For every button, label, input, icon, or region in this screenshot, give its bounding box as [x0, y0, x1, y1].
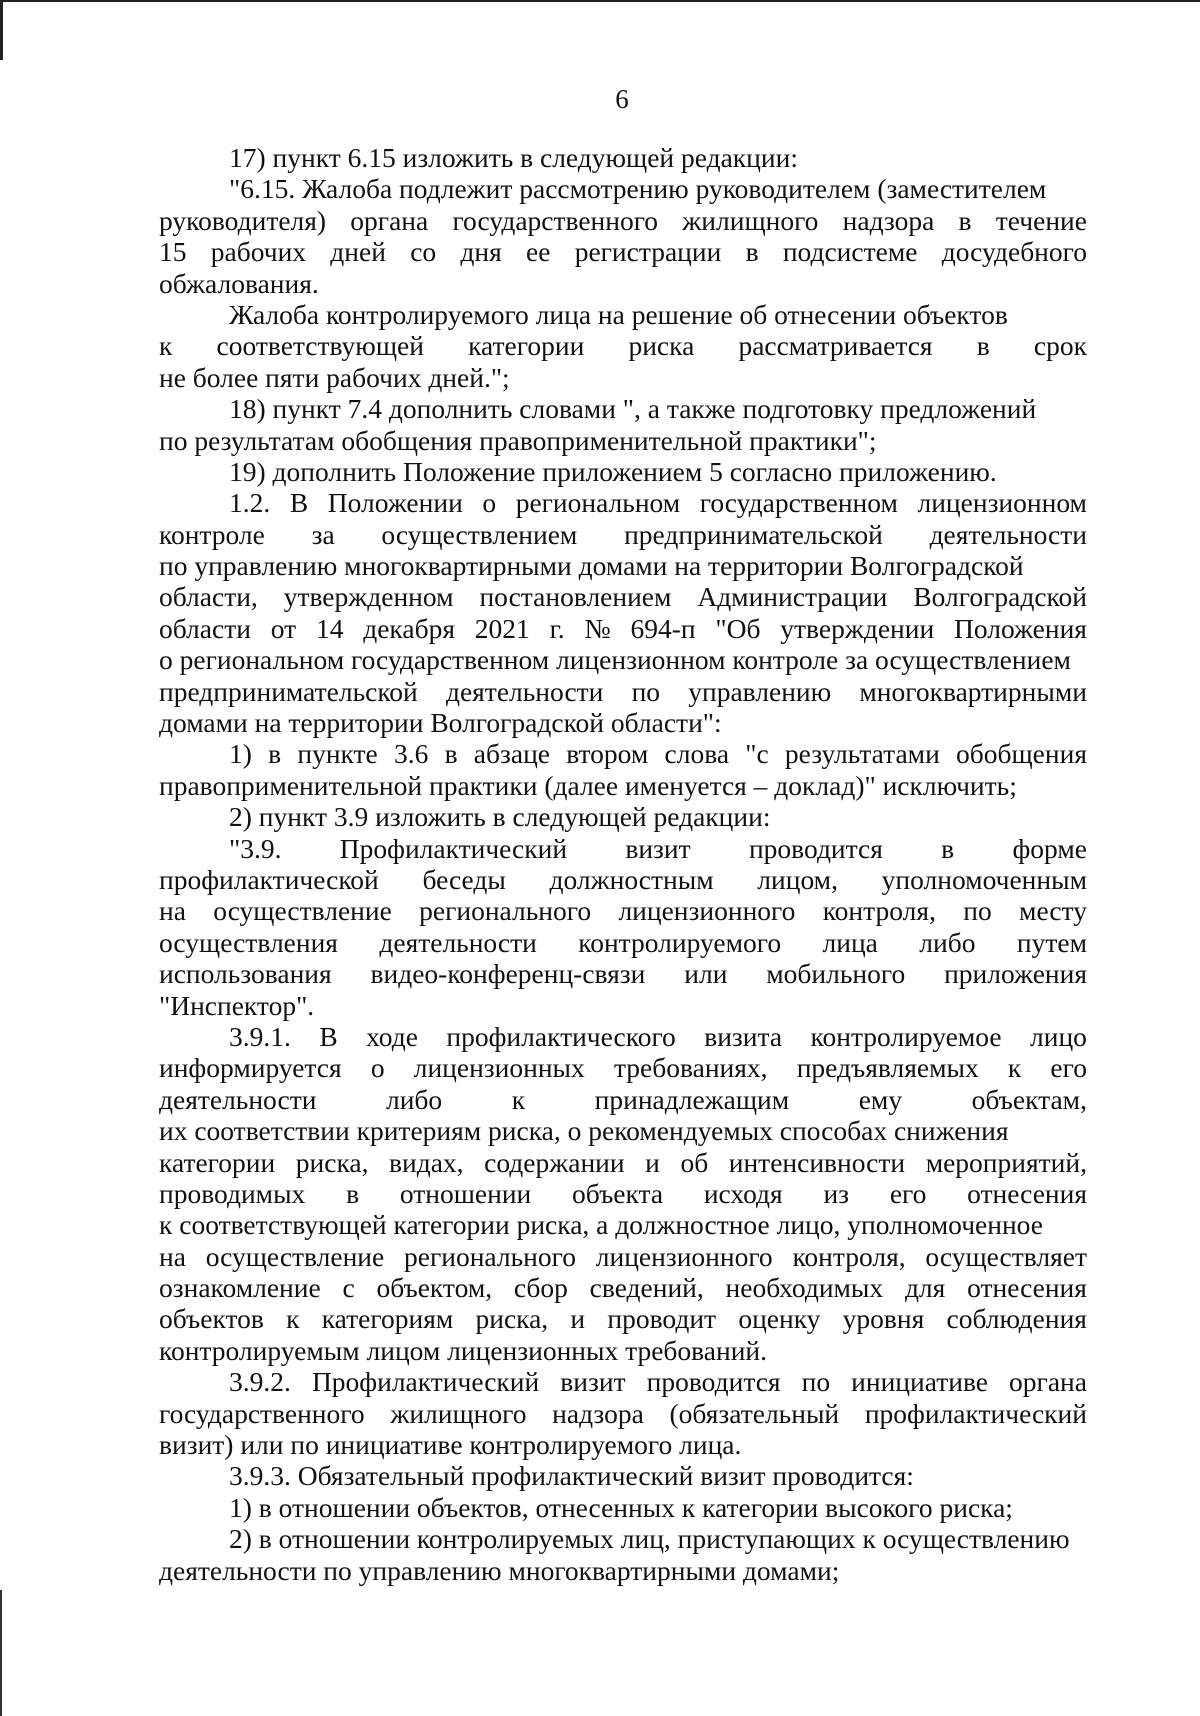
text-segment: об	[680, 1146, 709, 1178]
text-line	[159, 1209, 1087, 1240]
text-line	[159, 519, 1087, 550]
text-segment: информируется	[159, 1052, 342, 1084]
text-segment: В	[289, 487, 309, 519]
text-line	[159, 1335, 1087, 1366]
text-segment: 1)	[229, 738, 252, 770]
text-segment: надзора	[842, 204, 935, 236]
text-line	[159, 1555, 1087, 1586]
text-segment: или	[684, 958, 728, 990]
text-segment: осуществления	[159, 926, 338, 958]
text-line	[159, 707, 1087, 738]
text-segment: по	[801, 1366, 831, 1398]
text-segment: контролируемого	[578, 926, 782, 958]
text-line	[159, 644, 1087, 675]
text-segment: Положении	[327, 487, 463, 519]
text-segment: профилактической	[159, 863, 379, 895]
text-segment: от	[270, 612, 297, 644]
text-segment: Администрации	[697, 581, 888, 613]
text-segment: принадлежащим	[594, 1083, 790, 1115]
text-segment: соблюдения	[946, 1303, 1087, 1335]
text-segment: из	[823, 1177, 850, 1209]
text-segment: визита	[704, 1020, 783, 1052]
text-segment: постановлением	[479, 581, 672, 613]
text-line	[159, 1147, 1087, 1178]
text-segment: 17) пункт 6.15 изложить в следующей редакции:	[229, 142, 798, 173]
text-line	[159, 581, 1087, 612]
text-segment: отношении	[399, 1177, 532, 1209]
text-segment: деятельности по управлению многоквартирными домами;	[159, 1554, 840, 1586]
text-line	[159, 236, 1087, 267]
text-segment: региональном	[515, 487, 681, 519]
text-segment: регистрации	[574, 236, 722, 268]
text-line	[159, 1398, 1087, 1429]
text-segment: уровня	[842, 1303, 925, 1335]
text-line	[159, 1303, 1087, 1334]
text-line	[159, 958, 1087, 989]
scan-edge-left	[0, 0, 3, 60]
text-line	[159, 299, 1087, 330]
text-segment: "6.15. Жалоба подлежит рассмотрению руководителем (заместителем	[229, 173, 1047, 205]
text-line	[159, 456, 1087, 487]
text-segment: утверждении	[780, 612, 935, 644]
text-segment: слова	[664, 738, 730, 770]
text-segment: категориям	[321, 1303, 454, 1335]
text-segment: деятельности	[379, 926, 537, 958]
text-segment: форме	[1012, 832, 1087, 864]
text-segment: предпринимательской	[624, 518, 883, 550]
text-segment: интенсивности	[728, 1146, 906, 1178]
text-segment: 2021	[474, 612, 530, 644]
text-segment: отнесения	[967, 1272, 1087, 1304]
text-segment: проводится	[646, 1366, 781, 1398]
text-segment: В	[319, 1020, 338, 1052]
text-segment: жилищного	[390, 1397, 527, 1429]
text-segment: лица	[822, 926, 878, 958]
text-segment: №	[584, 612, 611, 644]
text-segment: 15	[159, 236, 187, 268]
text-segment: 14	[315, 612, 344, 644]
text-segment: лицензионном	[917, 487, 1087, 519]
text-segment: "3.9.	[229, 832, 282, 864]
text-segment: с	[342, 1272, 355, 1304]
text-segment: и	[645, 1146, 660, 1178]
text-segment: контролируемое	[810, 1020, 1002, 1052]
text-segment: пункте	[297, 738, 378, 770]
text-line	[159, 1115, 1087, 1146]
text-line	[159, 1021, 1087, 1052]
text-segment: дней	[330, 236, 386, 268]
text-segment: риска	[628, 330, 695, 362]
text-segment: его	[889, 1177, 927, 1209]
text-segment: путем	[1016, 926, 1087, 958]
text-segment: втором	[566, 738, 649, 770]
text-line	[159, 487, 1087, 518]
text-segment: Волгоградской	[913, 581, 1087, 613]
text-line	[159, 676, 1087, 707]
text-segment: Профилактический	[339, 832, 568, 864]
scan-edge-top	[0, 0, 1200, 2]
text-line	[159, 801, 1087, 832]
text-segment: лицензионного	[618, 895, 796, 927]
text-segment: приложения	[944, 958, 1087, 990]
text-segment: лицо	[1030, 1020, 1087, 1052]
text-segment: Положения	[953, 612, 1087, 644]
text-segment: досудебного	[941, 236, 1087, 268]
text-segment: к соответствующей категории риска, а должностное лицо, уполномоченное	[159, 1209, 1043, 1241]
text-segment: за	[311, 518, 335, 550]
text-line	[159, 1241, 1087, 1272]
text-segment: на	[159, 1240, 186, 1272]
text-segment: ходе	[366, 1020, 418, 1052]
text-line	[159, 833, 1087, 864]
text-segment: в	[444, 738, 458, 770]
text-line	[159, 330, 1087, 361]
text-segment: 19) дополнить Положение приложением 5 согласно приложению.	[229, 455, 997, 487]
text-segment: деятельности	[159, 1083, 317, 1115]
text-segment: осуществление	[205, 1240, 385, 1272]
text-segment: для	[904, 1272, 946, 1304]
text-line	[159, 1523, 1087, 1554]
text-segment: "с	[745, 738, 769, 770]
text-segment: по управлению многоквартирными домами на территории Волгоградской	[159, 550, 1024, 582]
text-line	[159, 205, 1087, 236]
text-segment: инициативе	[851, 1366, 988, 1398]
text-segment: соответствующей	[216, 330, 424, 362]
text-segment: по	[963, 895, 992, 927]
text-segment: Профилактический	[311, 1366, 540, 1398]
text-segment: на	[159, 895, 186, 927]
text-segment: о	[482, 487, 497, 519]
text-segment: осуществление	[213, 895, 392, 927]
text-line	[159, 1052, 1087, 1083]
text-segment: многоквартирными	[859, 675, 1087, 707]
text-segment: о региональном государственном лицензионном контроле за осуществлением	[159, 644, 1071, 676]
text-segment: регионального	[404, 1240, 576, 1272]
text-segment: в	[745, 236, 759, 268]
text-segment: либо	[919, 926, 976, 958]
text-segment: в	[346, 1177, 360, 1209]
text-segment: визит	[560, 1366, 626, 1398]
scan-edge-left-bottom	[0, 1590, 2, 1716]
text-segment: лицом,	[757, 863, 838, 895]
text-segment: утвержденном	[283, 581, 454, 613]
text-line	[159, 1272, 1087, 1303]
text-segment: контроле	[159, 518, 265, 550]
text-segment: содержании	[484, 1146, 625, 1178]
text-segment: осуществляет	[925, 1240, 1087, 1272]
text-segment: видах,	[389, 1146, 464, 1178]
text-segment: дня	[460, 236, 502, 268]
text-line	[159, 362, 1087, 393]
text-segment: деятельности	[929, 518, 1087, 550]
text-segment: регионального	[419, 895, 592, 927]
text-segment: 3.9.3. Обязательный профилактический визит проводится:	[229, 1460, 914, 1492]
text-segment: к	[1007, 1052, 1022, 1084]
text-segment: объектов	[159, 1303, 264, 1335]
text-segment: о	[370, 1052, 385, 1084]
text-line	[159, 927, 1087, 958]
text-segment: абзаце	[473, 738, 550, 770]
text-segment: срок	[1033, 330, 1087, 362]
text-segment: сбор	[513, 1272, 568, 1304]
text-segment: визит) или по инициативе контролируемого лица.	[159, 1429, 742, 1461]
text-segment: контроля,	[822, 895, 936, 927]
text-segment: контроля,	[792, 1240, 906, 1272]
text-segment: обжалования.	[159, 267, 319, 299]
text-segment: проводится	[748, 832, 883, 864]
text-segment: (обязательный	[669, 1397, 840, 1429]
text-line	[159, 142, 1087, 173]
text-line	[159, 990, 1087, 1021]
text-segment: управлению	[688, 675, 832, 707]
text-segment: течение	[995, 204, 1087, 236]
text-segment: 2) в отношении контролируемых лиц, приступающих к осуществлению	[229, 1523, 1070, 1555]
text-segment: сведений,	[589, 1272, 704, 1304]
text-segment: осуществлением	[381, 518, 578, 550]
text-segment: "Об	[715, 612, 761, 644]
text-segment: надзора	[552, 1397, 644, 1429]
text-line	[159, 613, 1087, 644]
text-segment: ознакомление	[159, 1272, 321, 1304]
text-segment: визит	[625, 832, 691, 864]
text-segment: исходя	[703, 1177, 783, 1209]
text-segment: категории	[159, 1146, 276, 1178]
text-segment: государственном	[699, 487, 898, 519]
text-segment: декабря	[363, 612, 455, 644]
text-segment: 2) пункт 3.9 изложить в следующей редакции:	[229, 801, 771, 833]
text-segment: его	[1050, 1052, 1087, 1084]
text-segment: объекта	[572, 1177, 664, 1209]
text-segment: деятельности	[445, 675, 604, 707]
text-segment: г.	[549, 612, 565, 644]
text-segment: профилактический	[864, 1397, 1087, 1429]
text-line	[159, 1492, 1087, 1523]
text-segment: рассматривается	[738, 330, 933, 362]
text-segment: проводит	[607, 1303, 717, 1335]
text-segment: в	[941, 832, 955, 864]
text-segment: необходимых	[725, 1272, 884, 1304]
text-segment: Жалоба контролируемого лица на решение об отнесении объектов	[229, 298, 1008, 330]
text-segment: уполномоченным	[881, 863, 1087, 895]
text-segment: в	[958, 204, 972, 236]
text-segment: не более пяти рабочих дней.";	[159, 361, 510, 393]
text-segment: профилактического	[446, 1020, 676, 1052]
text-segment: лицензионных	[413, 1052, 585, 1084]
text-segment: органа	[350, 204, 429, 236]
text-segment: по	[631, 675, 661, 707]
text-line	[159, 550, 1087, 581]
text-segment: контролируемым лицом лицензионных требований.	[159, 1334, 768, 1366]
text-segment: по результатам обобщения правоприменительной практики";	[159, 424, 877, 456]
text-segment: ему	[858, 1083, 903, 1115]
text-line	[159, 1366, 1087, 1397]
text-segment: риска,	[295, 1146, 369, 1178]
text-line	[159, 425, 1087, 456]
text-line	[159, 1460, 1087, 1491]
text-segment: в	[268, 738, 282, 770]
text-segment: отнесения	[967, 1177, 1087, 1209]
text-line	[159, 393, 1087, 424]
document-body	[159, 142, 1087, 1586]
text-segment: риска,	[475, 1303, 549, 1335]
text-segment: 3.9.1.	[229, 1020, 291, 1052]
text-segment: со	[410, 236, 437, 268]
text-segment: 694-п	[630, 612, 696, 644]
text-segment: мобильного	[766, 958, 906, 990]
text-segment: рабочих	[210, 236, 307, 268]
text-segment: руководителя)	[159, 204, 327, 236]
text-segment: правоприменительной практики (далее именуется – доклад)" исключить;	[159, 769, 1017, 801]
page-number: 6	[615, 84, 629, 114]
text-line	[159, 1429, 1087, 1460]
text-segment: объектом,	[376, 1272, 493, 1304]
text-segment: оценку	[738, 1303, 821, 1335]
text-segment: видео-конференц-связи	[370, 958, 646, 990]
text-segment: требованиях,	[613, 1052, 768, 1084]
text-segment: в	[976, 330, 990, 362]
text-line	[159, 1178, 1087, 1209]
text-segment: 3.6	[393, 738, 429, 770]
text-segment: либо	[385, 1083, 443, 1115]
text-segment: к	[286, 1303, 300, 1335]
text-segment: лицензионного	[595, 1240, 773, 1272]
text-segment: "Инспектор".	[159, 989, 315, 1021]
text-segment: результатами	[784, 738, 940, 770]
text-line	[159, 895, 1087, 926]
text-segment: объектам,	[971, 1083, 1087, 1115]
text-line	[159, 770, 1087, 801]
text-segment: к	[159, 330, 173, 362]
text-segment: области	[159, 612, 251, 644]
text-segment: государственного	[159, 1397, 365, 1429]
text-segment: домами на территории Волгоградской области":	[159, 707, 722, 739]
text-segment: 1) в отношении объектов, отнесенных к категории высокого риска;	[229, 1491, 1013, 1523]
text-segment: категории	[468, 330, 585, 362]
text-line	[159, 738, 1087, 769]
text-segment: ее	[526, 236, 551, 268]
text-segment: предпринимательской	[159, 675, 418, 707]
text-segment: проводимых	[159, 1177, 306, 1209]
text-line	[159, 1084, 1087, 1115]
text-segment: и	[570, 1303, 586, 1335]
text-segment: беседы	[422, 863, 506, 895]
text-segment: 1.2.	[229, 487, 271, 519]
text-segment: должностным	[549, 863, 714, 895]
text-segment: к	[511, 1083, 526, 1115]
text-segment: подсистеме	[782, 236, 918, 268]
text-segment: использования	[159, 958, 332, 990]
text-line	[159, 173, 1087, 204]
text-segment: обобщения	[956, 738, 1087, 770]
text-segment: государственного	[452, 204, 659, 236]
text-line	[159, 864, 1087, 895]
text-segment: жилищного	[682, 204, 819, 236]
text-segment: предъявляемых	[796, 1052, 979, 1084]
text-segment: мероприятий,	[925, 1146, 1087, 1178]
text-segment: 3.9.2.	[229, 1366, 291, 1398]
text-segment: месту	[1019, 895, 1087, 927]
text-segment: области,	[159, 581, 258, 613]
text-segment: органа	[1009, 1366, 1087, 1398]
text-line	[159, 268, 1087, 299]
text-segment: их соответствии критериям риска, о рекомендуемых способах снижения	[159, 1115, 1009, 1147]
text-segment: 18) пункт 7.4 дополнить словами ", а также подготовку предложений	[229, 393, 1037, 425]
